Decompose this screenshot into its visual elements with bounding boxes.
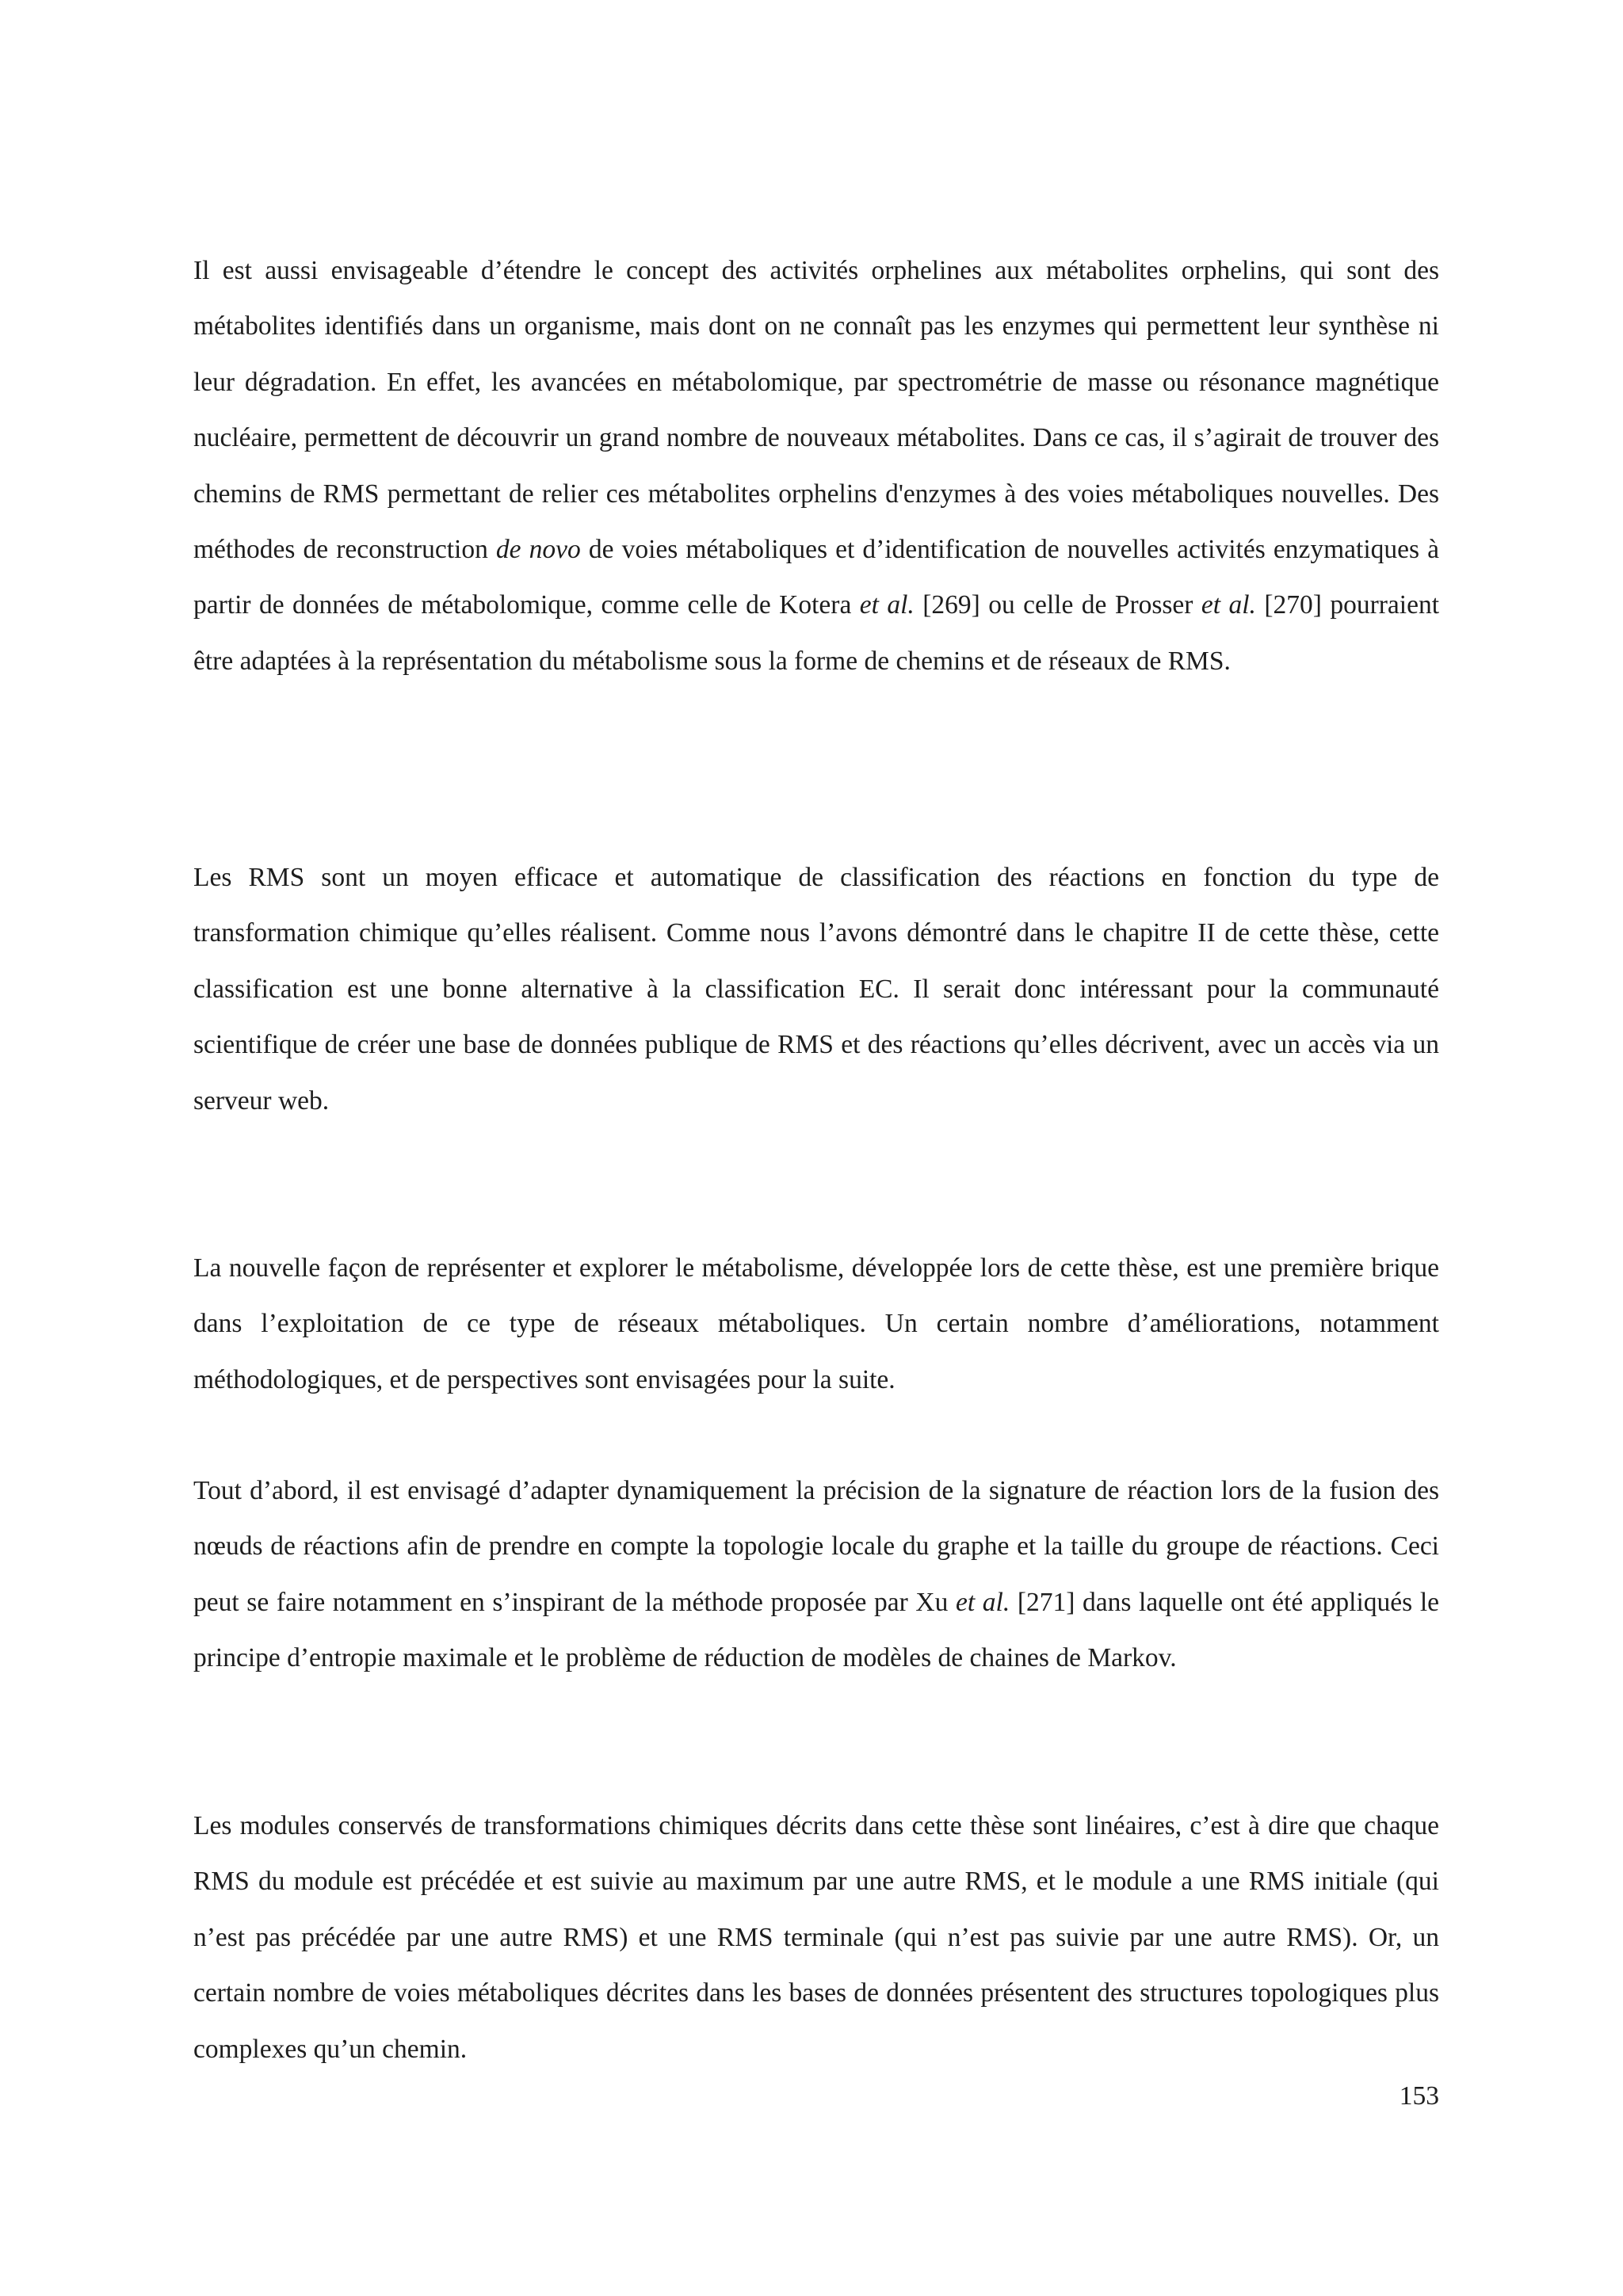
paragraph-signature-precision (193, 1463, 1439, 1687)
text-run: [270] pourraient être adaptées à la représentation du métabolisme sous la forme de chemins et de réseaux de RMS. (193, 590, 1440, 676)
paragraph-text: Les modules conservés de transformations chimiques décrits dans cette thèse sont linéaires, c’est à dire que chaque RMS du module est précédée et est suivie au maximum par une autre RMS, et le module a une RMS initiale (qui n’est pas précédée par une autre RMS) et une RMS terminale (qui n’est pas suivie par une autre RMS). Or, un certain nombre de voies métaboliques décrites dans les bases de données présentent des structures topologiques plus complexes qu’un chemin. (193, 1811, 1439, 2064)
paragraph-rms-classification (193, 850, 1439, 1129)
text-run: [269] ou celle de Prosser (914, 590, 1201, 620)
text-run: Tout d’abord, il est envisagé d’adapter dynamiquement la précision de la signature de réaction lors de la fusion des nœuds de réactions afin de prendre en compte la topologie locale du graphe et la taille du groupe de réactions. Ceci peut se faire notamment en s’inspirant de la méthode proposée par Xu (193, 1476, 1439, 1617)
italic-text: et al. (859, 590, 915, 620)
paragraph-text (193, 1463, 1439, 1687)
paragraph-linear-modules (193, 1798, 1439, 2077)
text-run: Il est aussi envisageable d’étendre le concept des activités orphelines aux métabolites orphelins, qui sont des métabolites identifiés dans un organisme, mais dont on ne connaît pas les enzymes qui permettent leur synthèse ni leur dégradation. En effet, les avancées en métabolomique, par spectrométrie de masse ou résonance magnétique nucléaire, permettent de découvrir un grand nombre de nouveaux métabolites. Dans ce cas, il s’agirait de trouver des chemins de RMS permettant de relier ces métabolites orphelins d'enzymes à des voies métaboliques nouvelles. Des méthodes de reconstruction (193, 256, 1439, 565)
italic-text: et al. (955, 1587, 1010, 1617)
paragraph-text: Les RMS sont un moyen efficace et automatique de classification des réactions en fonction du type de transformation chimique qu’elles réalisent. Comme nous l’avons démontré dans le chapitre II de cette thèse, cette classification est une bonne alternative à la classification EC. Il serait donc intéressant pour la communauté scientifique de créer une base de données publique de RMS et des réactions qu’elles décrivent, avec un accès via un serveur web. (193, 863, 1439, 1116)
text-run: [271] dans laquelle ont été appliqués le principe d’entropie maximale et le problème de réduction de modèles de chaines de Markov. (193, 1587, 1439, 1673)
paragraph-text (193, 243, 1439, 689)
page-number: 153 (1399, 2081, 1439, 2111)
paragraph-orphan-metabolites (193, 243, 1439, 689)
italic-text: et al. (1201, 590, 1256, 620)
text-run: de voies métaboliques et d’identification de nouvelles activités enzymatiques à partir de données de métabolomique, comme celle de Kotera (193, 535, 1439, 620)
paragraph-new-representation (193, 1241, 1439, 1408)
paragraph-text: La nouvelle façon de représenter et explorer le métabolisme, développée lors de cette thèse, est une première brique dans l’exploitation de ce type de réseaux métaboliques. Un certain nombre d’améliorations, notamment méthodologiques, et de perspectives sont envisagées pour la suite. (193, 1253, 1439, 1394)
italic-text: de novo (495, 535, 581, 565)
